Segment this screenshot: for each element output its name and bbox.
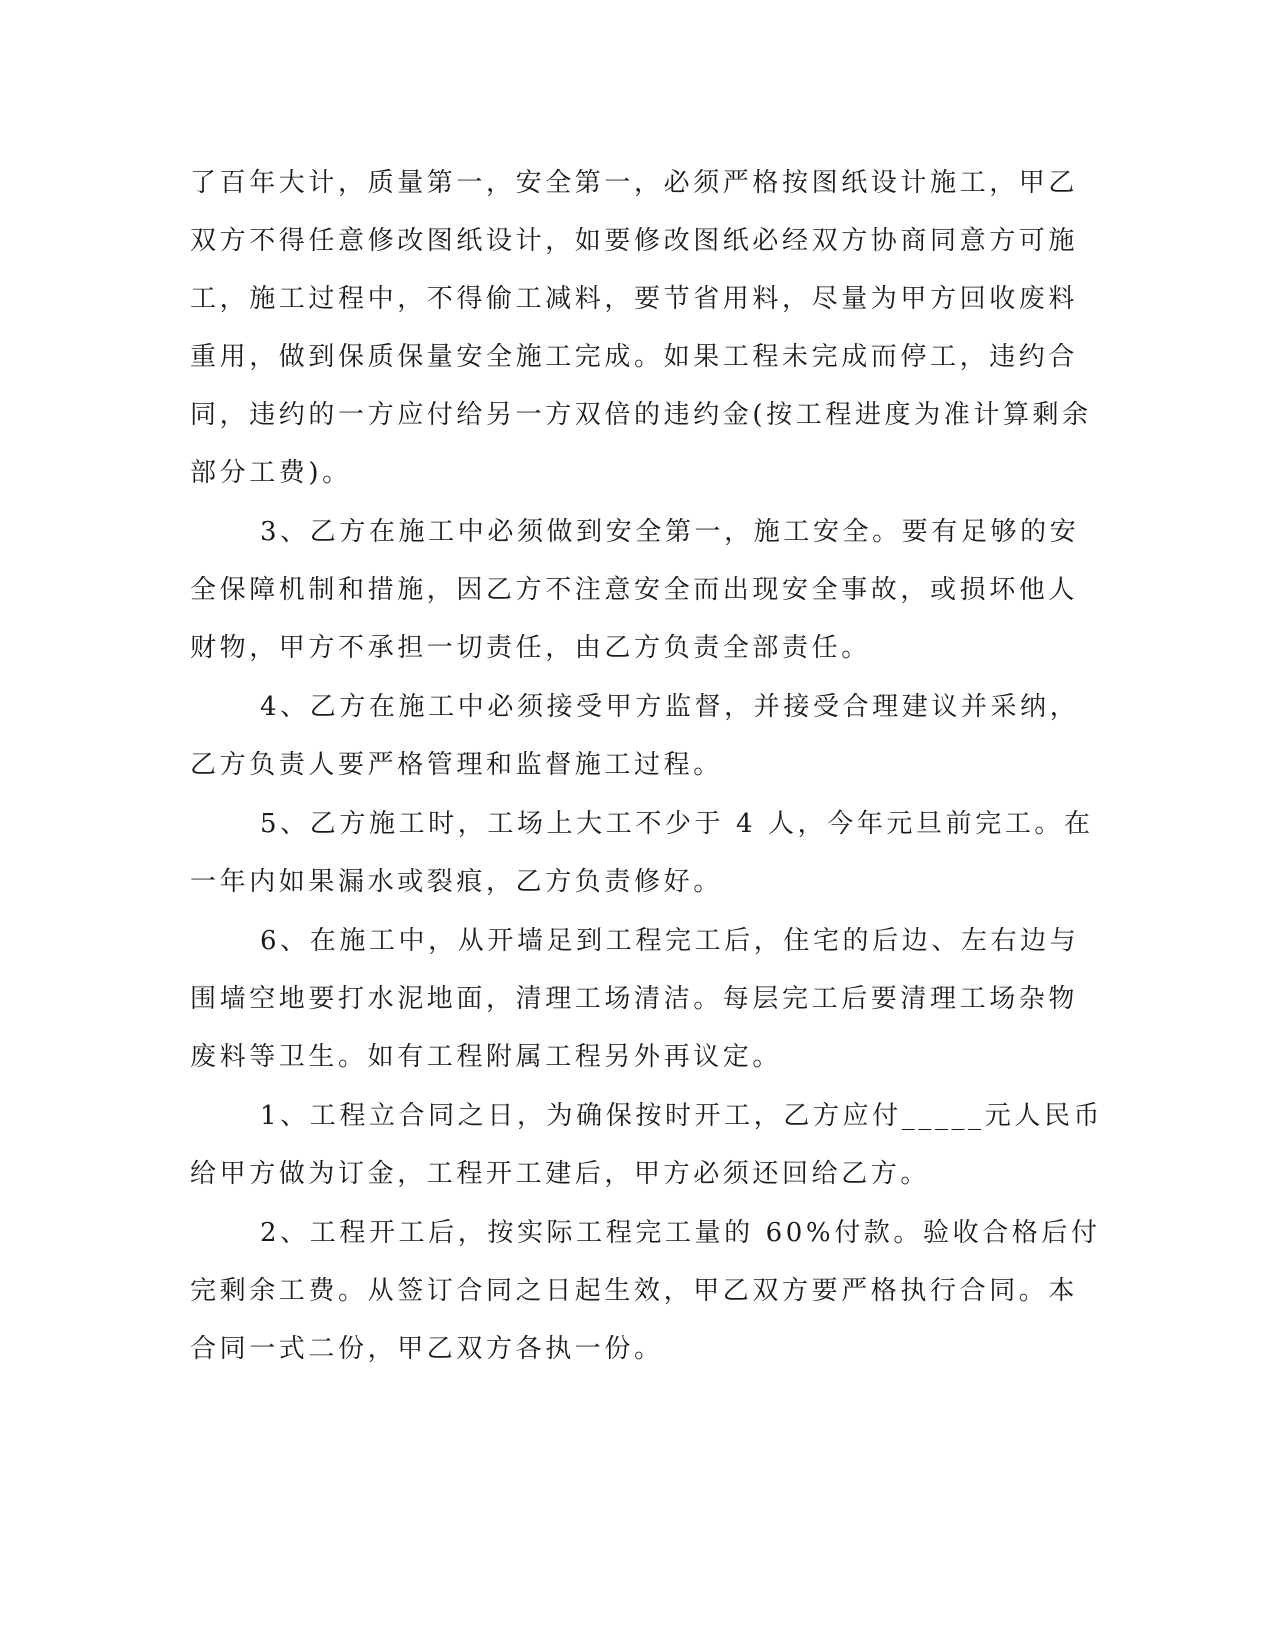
- body-text-line: 废料等卫生。如有工程附属工程另外再议定。: [190, 1042, 783, 1072]
- clause-5-first-line: 5、乙方施工时，工场上大工不少于 4 人，今年元旦前完工。在: [260, 809, 1094, 839]
- body-text-line: 工，施工过程中，不得偷工减料，要节省用料，尽量为甲方回收废料: [190, 284, 1079, 314]
- body-text-line: 财物，甲方不承担一切责任，由乙方负责全部责任。: [190, 633, 871, 663]
- body-text-line: 双方不得任意修改图纸设计，如要修改图纸必经双方协商同意方可施: [190, 226, 1079, 256]
- clause-3-first-line: 3、乙方在施工中必须做到安全第一，施工安全。要有足够的安: [260, 517, 1080, 547]
- payment-clause-2-first-line: 2、工程开工后，按实际工程完工量的 60%付款。验收合格后付: [260, 1218, 1101, 1248]
- body-text-line: 部分工费)。: [190, 458, 352, 488]
- body-text-line: 给甲方做为订金，工程开工建后，甲方必须还回给乙方。: [190, 1159, 931, 1189]
- payment-clause-1-first-line: 1、工程立合同之日，为确保按时开工，乙方应付_____元人民币: [260, 1101, 1104, 1131]
- body-text-line: 一年内如果漏水或裂痕，乙方负责修好。: [190, 867, 723, 897]
- body-text-line: 合同一式二份，甲乙双方各执一份。: [190, 1334, 664, 1364]
- body-text-line: 全保障机制和措施，因乙方不注意安全而出现安全事故，或损坏他人: [190, 575, 1079, 605]
- body-text-line: 了百年大计，质量第一，安全第一，必须严格按图纸设计施工，甲乙: [190, 168, 1079, 198]
- body-text-line: 重用，做到保质保量安全施工完成。如果工程未完成而停工，违约合: [190, 342, 1079, 372]
- clause-4-first-line: 4、乙方在施工中必须接受甲方监督，并接受合理建议并采纳，: [260, 692, 1080, 722]
- body-text-line: 乙方负责人要严格管理和监督施工过程。: [190, 750, 723, 780]
- body-text-line: 完剩余工费。从签订合同之日起生效，甲乙双方要严格执行合同。本: [190, 1276, 1079, 1306]
- body-text-line: 同，违约的一方应付给另一方双倍的违约金(按工程进度为准计算剩余: [190, 400, 1092, 430]
- body-text-line: 围墙空地要打水泥地面，清理工场清洁。每层完工后要清理工场杂物: [190, 984, 1079, 1014]
- clause-6-first-line: 6、在施工中，从开墙足到工程完工后，住宅的后边、左右边与: [260, 926, 1080, 956]
